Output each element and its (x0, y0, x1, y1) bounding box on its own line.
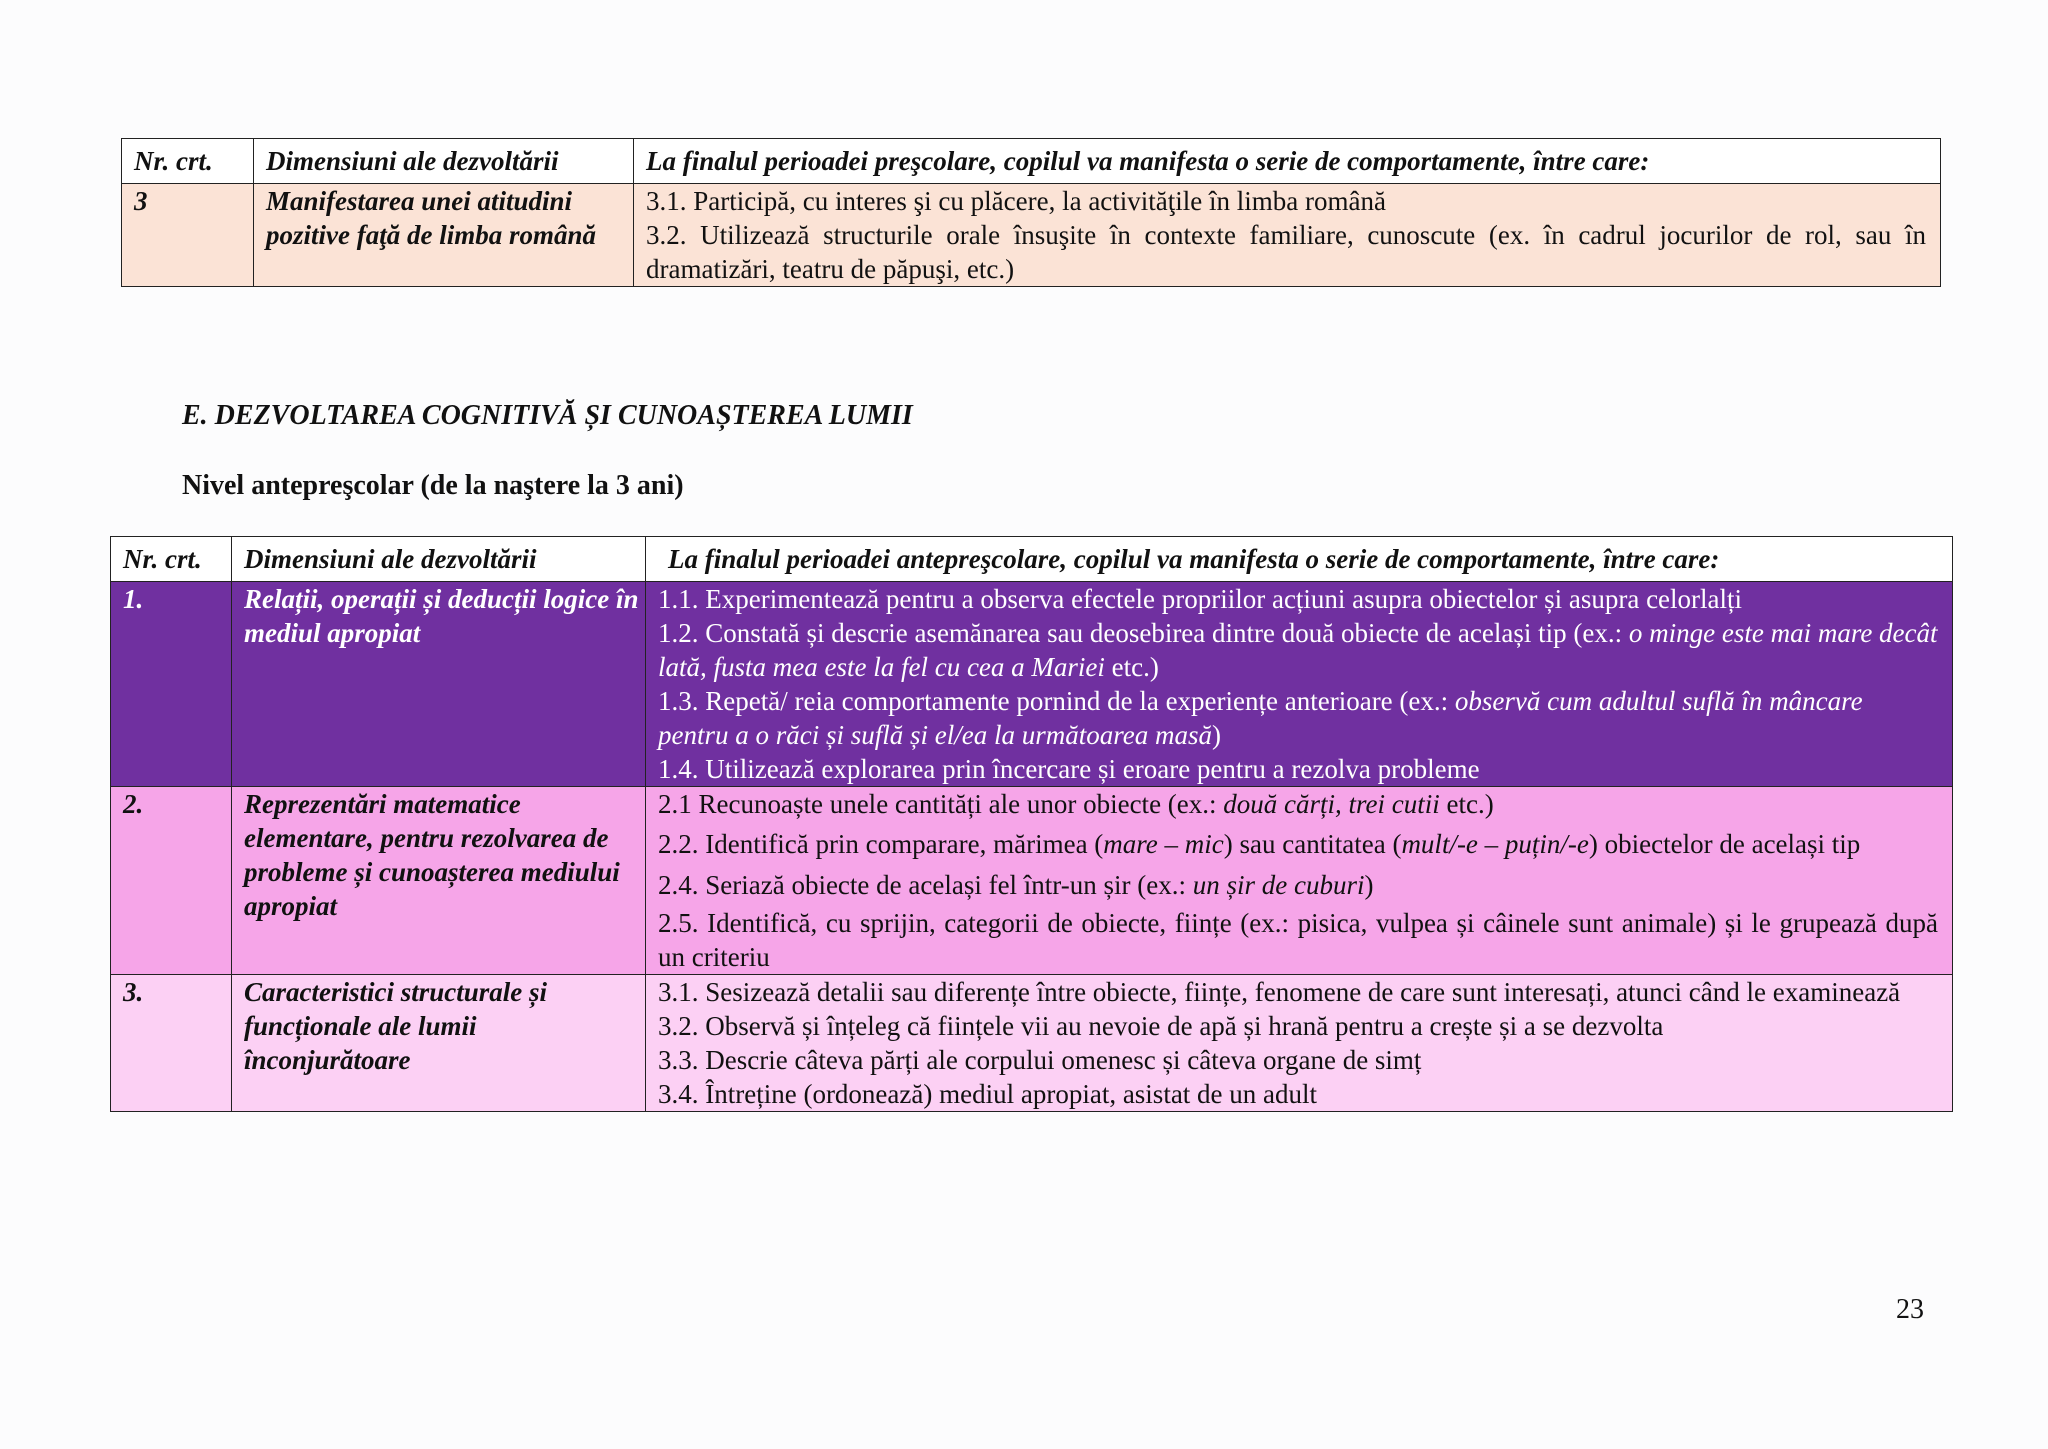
behavior-item: 3.3. Descrie câteva părți ale corpului omenesc și câteva organe de simț (658, 1045, 1422, 1075)
header-dimensions: Dimensiuni ale dezvoltării (254, 139, 634, 184)
table-row (111, 975, 1953, 1112)
header-nr-crt: Nr. crt. (122, 139, 254, 184)
row-dimension: Relații, operații și deducții logice în mediul apropiat (232, 582, 646, 787)
table-row (111, 582, 1953, 787)
behavior-item: 2.4. Seriază obiecte de același fel într-un șir (ex.: un șir de cuburi) (658, 870, 1374, 900)
header-behaviors: La finalul perioadei preşcolare, copilul va manifesta o serie de comportamente, între care: (634, 139, 1941, 184)
behavior-item: 3.2. Observă și înțeleg că ființele vii au nevoie de apă și hrană pentru a crește și a se dezvolta (658, 1011, 1664, 1041)
row-dimension: Caracteristici structurale și funcționale ale lumii înconjurătoare (232, 975, 646, 1112)
behavior-item: 1.2. Constată și descrie asemănarea sau deosebirea dintre două obiecte de același tip (ex.: o minge este mai mare decât lată, fusta mea este la fel cu cea a Mariei etc.) (658, 618, 1938, 682)
behavior-item: 2.2. Identifică prin comparare, mărimea (mare – mic) sau cantitatea (mult/-e – puțin/-e) obiectelor de același tip (658, 829, 1861, 859)
behavior-item: 1.3. Repetă/ reia comportamente pornind de la experiențe anterioare (ex.: observă cum adultul suflă în mâncare pentru a o răci și suflă și el/ea la următoarea masă) (658, 686, 1863, 750)
behavior-item: 3.1. Participă, cu interes şi cu plăcere, la activităţile în limba română (646, 186, 1386, 216)
table-row (111, 787, 1953, 975)
row-dimension: Reprezentări matematice elementare, pentru rezolvarea de probleme și cunoașterea mediului apropiat (232, 787, 646, 975)
row-number: 1. (111, 582, 232, 787)
row-behaviors (646, 787, 1953, 975)
row-behaviors (634, 184, 1941, 287)
table-header-row (122, 139, 1941, 184)
behavior-item: 3.1. Sesizează detalii sau diferențe între obiecte, ființe, fenomene de care sunt interesați, atunci când le examinează (658, 977, 1901, 1007)
behavior-item: 2.5. Identifică, cu sprijin, categorii de obiecte, ființe (ex.: pisica, vulpea și câinele sunt animale) și le grupează după un criteriu (658, 908, 1938, 972)
behavior-item: 2.1 Recunoaște unele cantități ale unor obiecte (ex.: două cărți, trei cutii etc.) (658, 789, 1494, 819)
row-behaviors (646, 975, 1953, 1112)
row-number: 3. (111, 975, 232, 1112)
row-number: 3 (122, 184, 254, 287)
behavior-item: 3.4. Întreține (ordonează) mediul apropiat, asistat de un adult (658, 1079, 1318, 1109)
section-heading: E. DEZVOLTAREA COGNITIVĂ ȘI CUNOAȘTEREA LUMII (182, 400, 913, 431)
table-row (122, 184, 1941, 287)
page-number: 23 (1896, 1294, 1924, 1325)
row-behaviors (646, 582, 1953, 787)
header-dimensions: Dimensiuni ale dezvoltării (232, 537, 646, 582)
header-nr-crt: Nr. crt. (111, 537, 232, 582)
behavior-item: 1.4. Utilizează explorarea prin încercare și eroare pentru a rezolva probleme (658, 754, 1480, 784)
row-number: 2. (111, 787, 232, 975)
table-header-row (111, 537, 1953, 582)
behavior-item: 3.2. Utilizează structurile orale însuşite în contexte familiare, cunoscute (ex. în cadrul jocurilor de rol, sau în dramatizări, teatru de păpuşi, etc.) (646, 220, 1926, 284)
behavior-item: 1.1. Experimentează pentru a observa efectele propriilor acțiuni asupra obiectelor și asupra celorlalți (658, 584, 1743, 614)
header-behaviors: La finalul perioadei antepreşcolare, copilul va manifesta o serie de comportamente, între care: (646, 537, 1953, 582)
outcomes-table-romanian (121, 138, 1941, 287)
outcomes-table-cognitive (110, 536, 1953, 1112)
row-dimension: Manifestarea unei atitudini pozitive faţă de limba română (254, 184, 634, 287)
section-subheading: Nivel antepreşcolar (de la naştere la 3 ani) (182, 470, 684, 501)
